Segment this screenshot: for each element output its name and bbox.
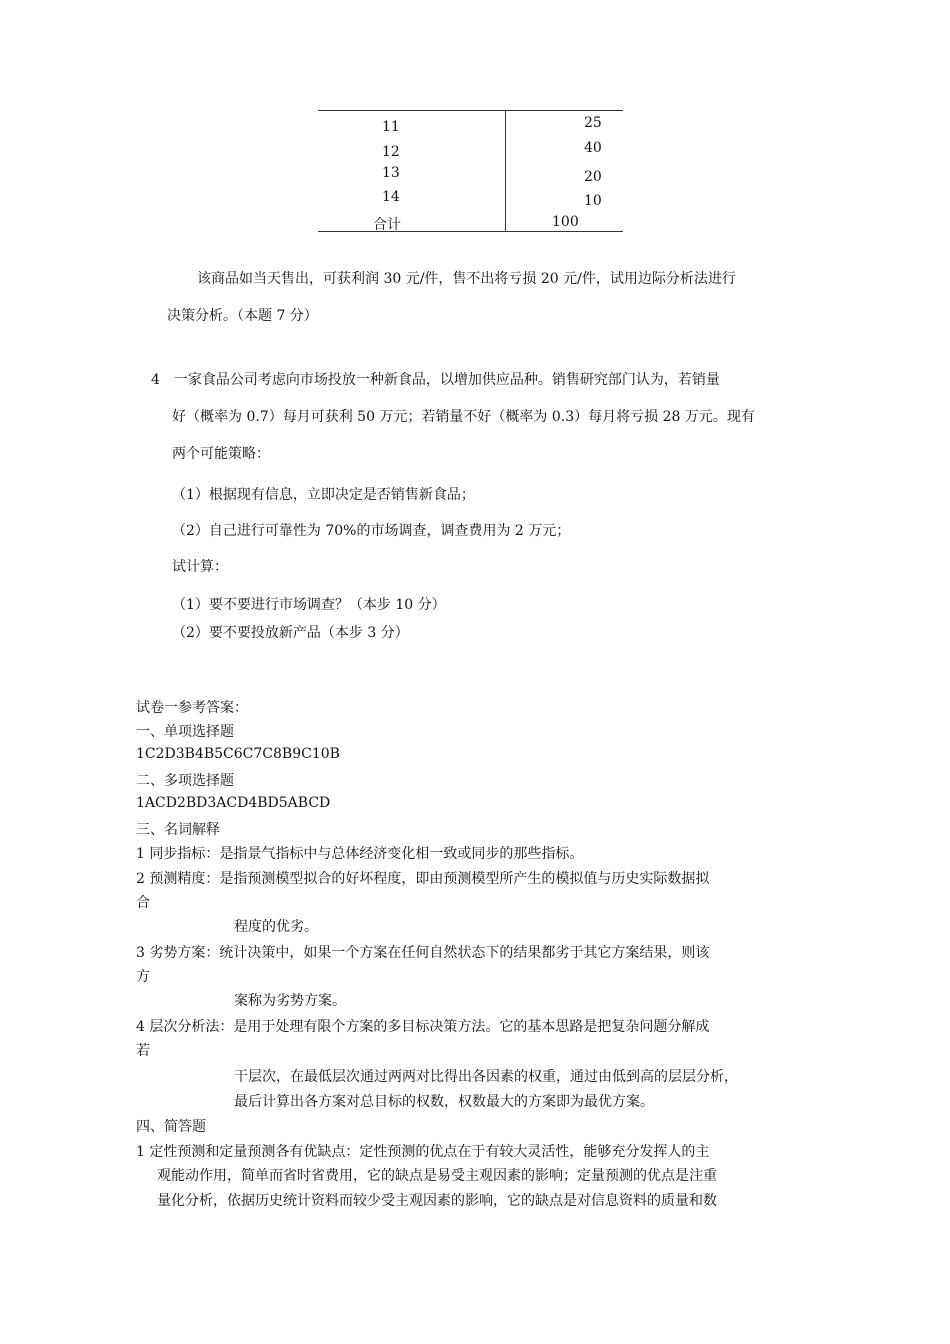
definition-item: 2 预测精度：是指预测模型拟合的好坏程度，即由预测模型所产生的模拟值与历史实际数据拟 bbox=[136, 871, 710, 887]
section-heading: 三、名词解释 bbox=[136, 822, 220, 838]
answer-key: 1C2D3B4B5C6C7C8B9C10B bbox=[136, 746, 340, 762]
paragraph-line: 决策分析。（本题 7 分） bbox=[167, 308, 318, 324]
answers-title: 试卷一参考答案： bbox=[136, 700, 248, 716]
definition-cont: 案称为劣势方案。 bbox=[234, 993, 346, 1009]
table-bottom-rule bbox=[318, 231, 623, 232]
table-cell-qty: 13 bbox=[382, 165, 400, 181]
short-answer-line: 观能动作用，简单而省时省费用，它的缺点是易受主观因素的影响；定量预测的优点是注重 bbox=[157, 1168, 717, 1184]
paragraph-line: 好（概率为 0.7）每月可获利 50 万元；若销量不好（概率为 0.3）每月将亏损 28 万元。现有 bbox=[172, 409, 755, 425]
paragraph-line: 两个可能策略： bbox=[172, 446, 270, 462]
definition-item: 4 层次分析法：是用于处理有限个方案的多目标决策方法。它的基本思路是把复杂问题分解成 bbox=[136, 1019, 710, 1035]
table-total-value: 100 bbox=[552, 214, 579, 230]
definition-wrap: 合 bbox=[136, 895, 150, 911]
table-column-divider bbox=[505, 110, 506, 231]
table-cell-freq: 20 bbox=[584, 169, 602, 185]
strategy-item: （2）自己进行可靠性为 70%的市场调查，调查费用为 2 万元； bbox=[172, 523, 571, 539]
definition-cont: 干层次，在最低层次通过两两对比得出各因素的权重，通过由低到高的层层分析， bbox=[234, 1069, 738, 1085]
table-cell-freq: 25 bbox=[584, 115, 602, 131]
table-cell-freq: 40 bbox=[584, 140, 602, 156]
table-cell-freq: 10 bbox=[584, 193, 602, 209]
section-heading: 四、简答题 bbox=[136, 1119, 206, 1135]
paragraph-line: 该商品如当天售出，可获利润 30 元/件，售不出将亏损 20 元/件，试用边际分析法进行 bbox=[197, 271, 736, 287]
short-answer-line: 量化分析，依据历史统计资料而较少受主观因素的影响，它的缺点是对信息资料的质量和数 bbox=[157, 1193, 717, 1209]
definition-wrap: 方 bbox=[136, 969, 150, 985]
sub-question: （1）要不要进行市场调查？（本步 10 分） bbox=[172, 597, 446, 613]
calc-label: 试计算： bbox=[172, 559, 228, 575]
definition-wrap: 若 bbox=[136, 1043, 150, 1059]
section-heading: 二、多项选择题 bbox=[136, 773, 234, 789]
strategy-item: （1）根据现有信息，立即决定是否销售新食品； bbox=[172, 487, 475, 503]
definition-item: 3 劣势方案：统计决策中，如果一个方案在任何自然状态下的结果都劣于其它方案结果，则该 bbox=[136, 945, 710, 961]
definition-cont: 程度的优劣。 bbox=[234, 919, 318, 935]
answer-key: 1ACD2BD3ACD4BD5ABCD bbox=[136, 795, 331, 811]
table-cell-qty: 12 bbox=[382, 144, 400, 160]
table-total-label: 合计 bbox=[373, 217, 401, 233]
table-top-rule bbox=[318, 110, 623, 111]
sub-question: （2）要不要投放新产品（本步 3 分） bbox=[172, 625, 409, 641]
definition-item: 1 同步指标：是指景气指标中与总体经济变化相一致或同步的那些指标。 bbox=[136, 846, 584, 862]
section-heading: 一、单项选择题 bbox=[136, 724, 234, 740]
short-answer-line: 1 定性预测和定量预测各有优缺点：定性预测的优点在于有较大灵活性，能够充分发挥人的主 bbox=[136, 1144, 710, 1160]
paragraph-line: 4 一家食品公司考虑向市场投放一种新食品，以增加供应品种。销售研究部门认为，若销量 bbox=[151, 372, 720, 388]
table-cell-qty: 11 bbox=[382, 119, 400, 135]
table-cell-qty: 14 bbox=[382, 189, 400, 205]
definition-cont: 最后计算出各方案对总目标的权数，权数最大的方案即为最优方案。 bbox=[234, 1094, 654, 1110]
